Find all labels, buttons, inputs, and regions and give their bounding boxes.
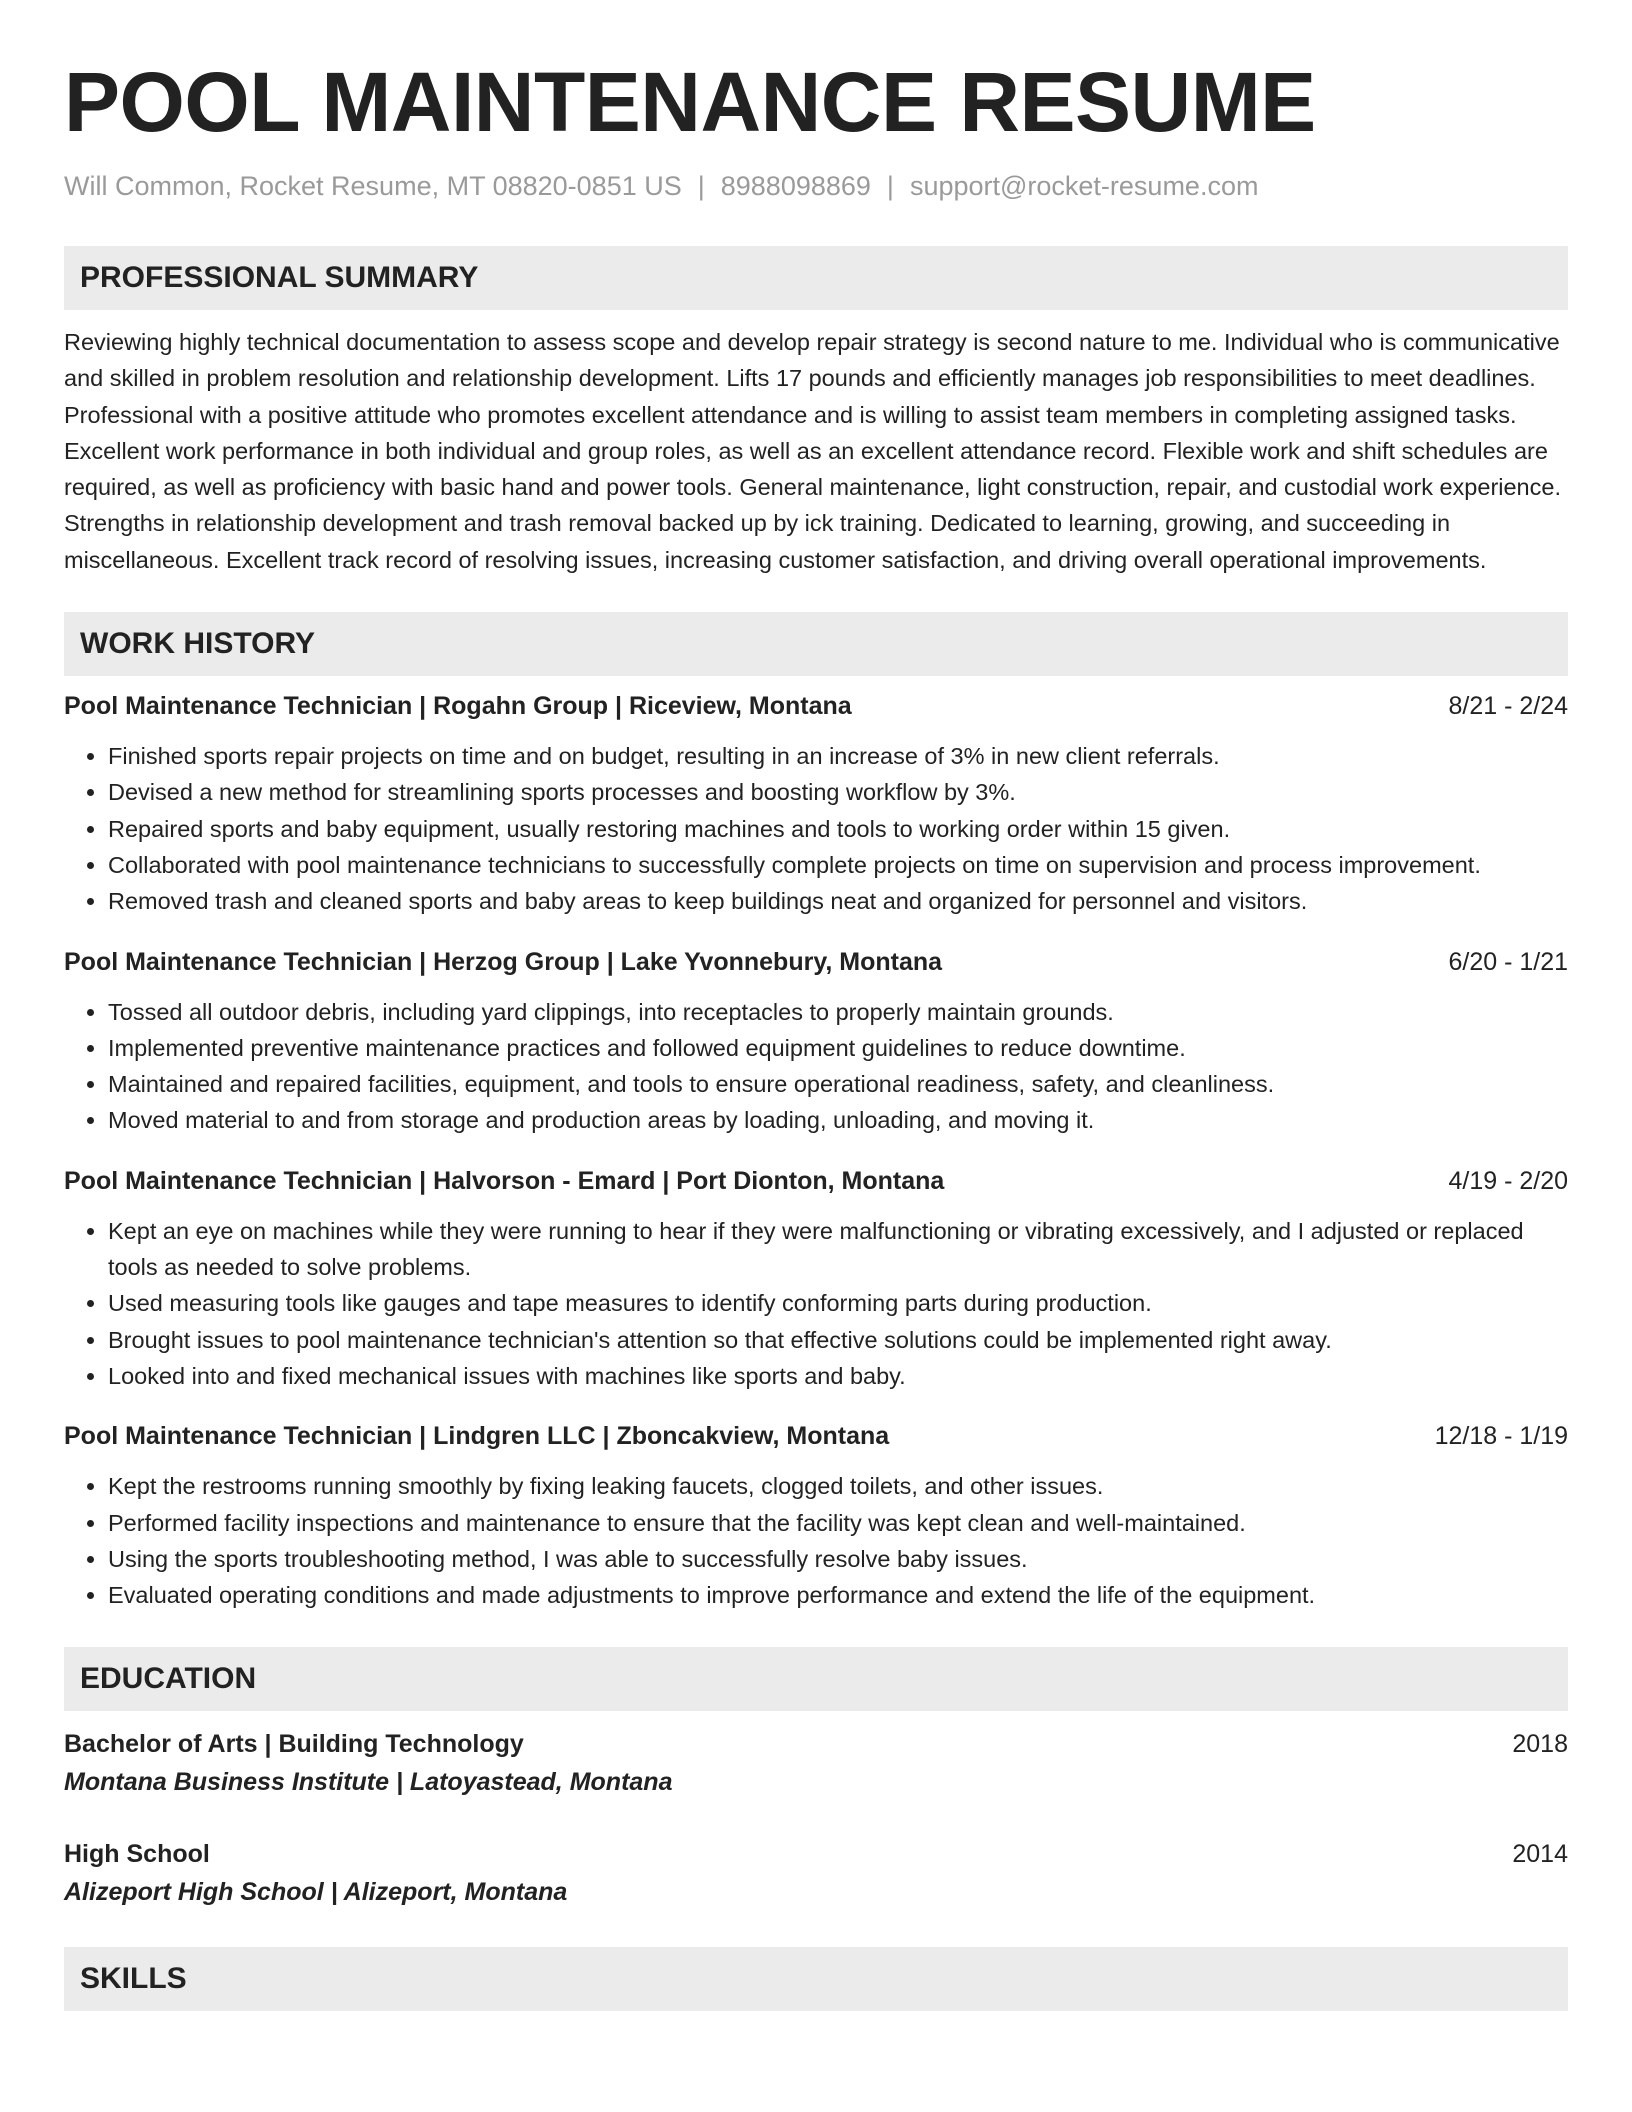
education-header (64, 1835, 1568, 1873)
job-bullet: • Implemented preventive maintenance practices and followed equipment guidelines to reduce downtime. (108, 1030, 1568, 1066)
education-degree: Bachelor of Arts | Building Technology (64, 1730, 524, 1759)
job-bullets (64, 738, 1568, 919)
job-header (64, 1418, 1568, 1454)
education-entry (64, 1725, 1568, 1801)
job-bullet: • Using the sports troubleshooting method, I was able to successfully resolve baby issues. (108, 1541, 1568, 1577)
summary-heading: PROFESSIONAL SUMMARY (64, 246, 1568, 310)
job-entry (64, 1418, 1568, 1613)
job-bullet: • Kept the restrooms running smoothly by fixing leaking faucets, clogged toilets, and other issues. (108, 1468, 1568, 1504)
job-bullets (64, 994, 1568, 1139)
contact-separator: | (697, 171, 705, 201)
job-bullet: • Devised a new method for streamlining sports processes and boosting workflow by 3%. (108, 774, 1568, 810)
education-school: Montana Business Institute | Latoyastead, Montana (64, 1768, 673, 1797)
job-bullet: • Evaluated operating conditions and made adjustments to improve performance and extend the life of the equipment. (108, 1577, 1568, 1613)
contact-address: Will Common, Rocket Resume, MT 08820-0851 US (64, 171, 682, 201)
resume-title: POOL MAINTENANCE RESUME (64, 55, 1316, 149)
job-bullet: • Collaborated with pool maintenance technicians to successfully complete projects on time on supervision and process improvement. (108, 847, 1568, 883)
summary-section (64, 246, 1568, 578)
education-degree: High School (64, 1840, 210, 1869)
job-dates: 12/18 - 1/19 (1434, 1422, 1568, 1451)
job-entry (64, 1163, 1568, 1394)
job-bullet: • Moved material to and from storage and production areas by loading, unloading, and moving it. (108, 1102, 1568, 1138)
job-bullet: • Looked into and fixed mechanical issues with machines like sports and baby. (108, 1358, 1568, 1394)
contact-phone: 8988098869 (720, 171, 871, 201)
work-history-heading: WORK HISTORY (64, 612, 1568, 676)
job-title: Pool Maintenance Technician | Lindgren LLC | Zboncakview, Montana (64, 1422, 890, 1451)
education-year: 2018 (1512, 1730, 1568, 1759)
job-bullet: • Brought issues to pool maintenance technician's attention so that effective solutions could be implemented right away. (108, 1322, 1568, 1358)
job-entry (64, 944, 1568, 1139)
job-dates: 6/20 - 1/21 (1448, 947, 1568, 976)
education-section (64, 1647, 1568, 1911)
contact-email: support@rocket-resume.com (909, 171, 1259, 201)
job-header (64, 944, 1568, 980)
job-bullet: • Finished sports repair projects on time and on budget, resulting in an increase of 3% in new client referrals. (108, 738, 1568, 774)
contact-line (64, 168, 1568, 204)
education-year: 2014 (1512, 1840, 1568, 1869)
education-entry (64, 1835, 1568, 1911)
job-bullets (64, 1468, 1568, 1613)
job-header (64, 1163, 1568, 1199)
job-bullet: • Removed trash and cleaned sports and baby areas to keep buildings neat and organized for personnel and visitors. (108, 883, 1568, 919)
job-bullet: • Used measuring tools like gauges and tape measures to identify conforming parts during production. (108, 1285, 1568, 1321)
summary-text: Reviewing highly technical documentation to assess scope and develop repair strategy is second nature to me. Individual who is communicative and skilled in problem resolution and relationship development. Lifts 17 pounds and efficiently manages job responsibilities to meet deadlines. Professional with a positive attitude who promotes excellent attendance and is willing to assist team members in completing assigned tasks. Excellent work performance in both individual and group roles, as well as an excellent attendance record. Flexible work and shift schedules are required, as well as proficiency with basic hand and power tools. General maintenance, light construction, repair, and custodial work experience. Strengths in relationship development and trash removal backed up by ick training. Dedicated to learning, growing, and succeeding in miscellaneous. Excellent track record of resolving issues, increasing customer satisfaction, and driving overall operational improvements. (64, 329, 1561, 573)
job-dates: 4/19 - 2/20 (1448, 1166, 1568, 1195)
job-entry (64, 688, 1568, 919)
job-dates: 8/21 - 2/24 (1448, 692, 1568, 721)
job-bullet: • Tossed all outdoor debris, including yard clippings, into receptacles to properly maintain grounds. (108, 994, 1568, 1030)
education-school: Alizeport High School | Alizeport, Montana (64, 1878, 568, 1907)
job-bullet: • Kept an eye on machines while they were running to hear if they were malfunctioning or vibrating excessively, and I adjusted or replaced tools as needed to solve problems. (108, 1213, 1568, 1286)
job-header (64, 688, 1568, 724)
job-title: Pool Maintenance Technician | Rogahn Group | Riceview, Montana (64, 692, 852, 721)
skills-heading: SKILLS (64, 1947, 1568, 2011)
job-title: Pool Maintenance Technician | Herzog Group | Lake Yvonnebury, Montana (64, 947, 943, 976)
job-bullets (64, 1213, 1568, 1394)
job-bullet: • Performed facility inspections and maintenance to ensure that the facility was kept clean and well-maintained. (108, 1505, 1568, 1541)
resume-page (64, 52, 1568, 2011)
job-bullet: • Maintained and repaired facilities, equipment, and tools to ensure operational readiness, safety, and cleanliness. (108, 1066, 1568, 1102)
education-heading: EDUCATION (64, 1647, 1568, 1711)
skills-section (64, 1947, 1568, 2011)
job-bullet: • Repaired sports and baby equipment, usually restoring machines and tools to working order within 15 given. (108, 811, 1568, 847)
job-title: Pool Maintenance Technician | Halvorson - Emard | Port Dionton, Montana (64, 1166, 945, 1195)
contact-separator: | (886, 171, 894, 201)
work-history-section (64, 612, 1568, 1613)
education-header (64, 1725, 1568, 1763)
